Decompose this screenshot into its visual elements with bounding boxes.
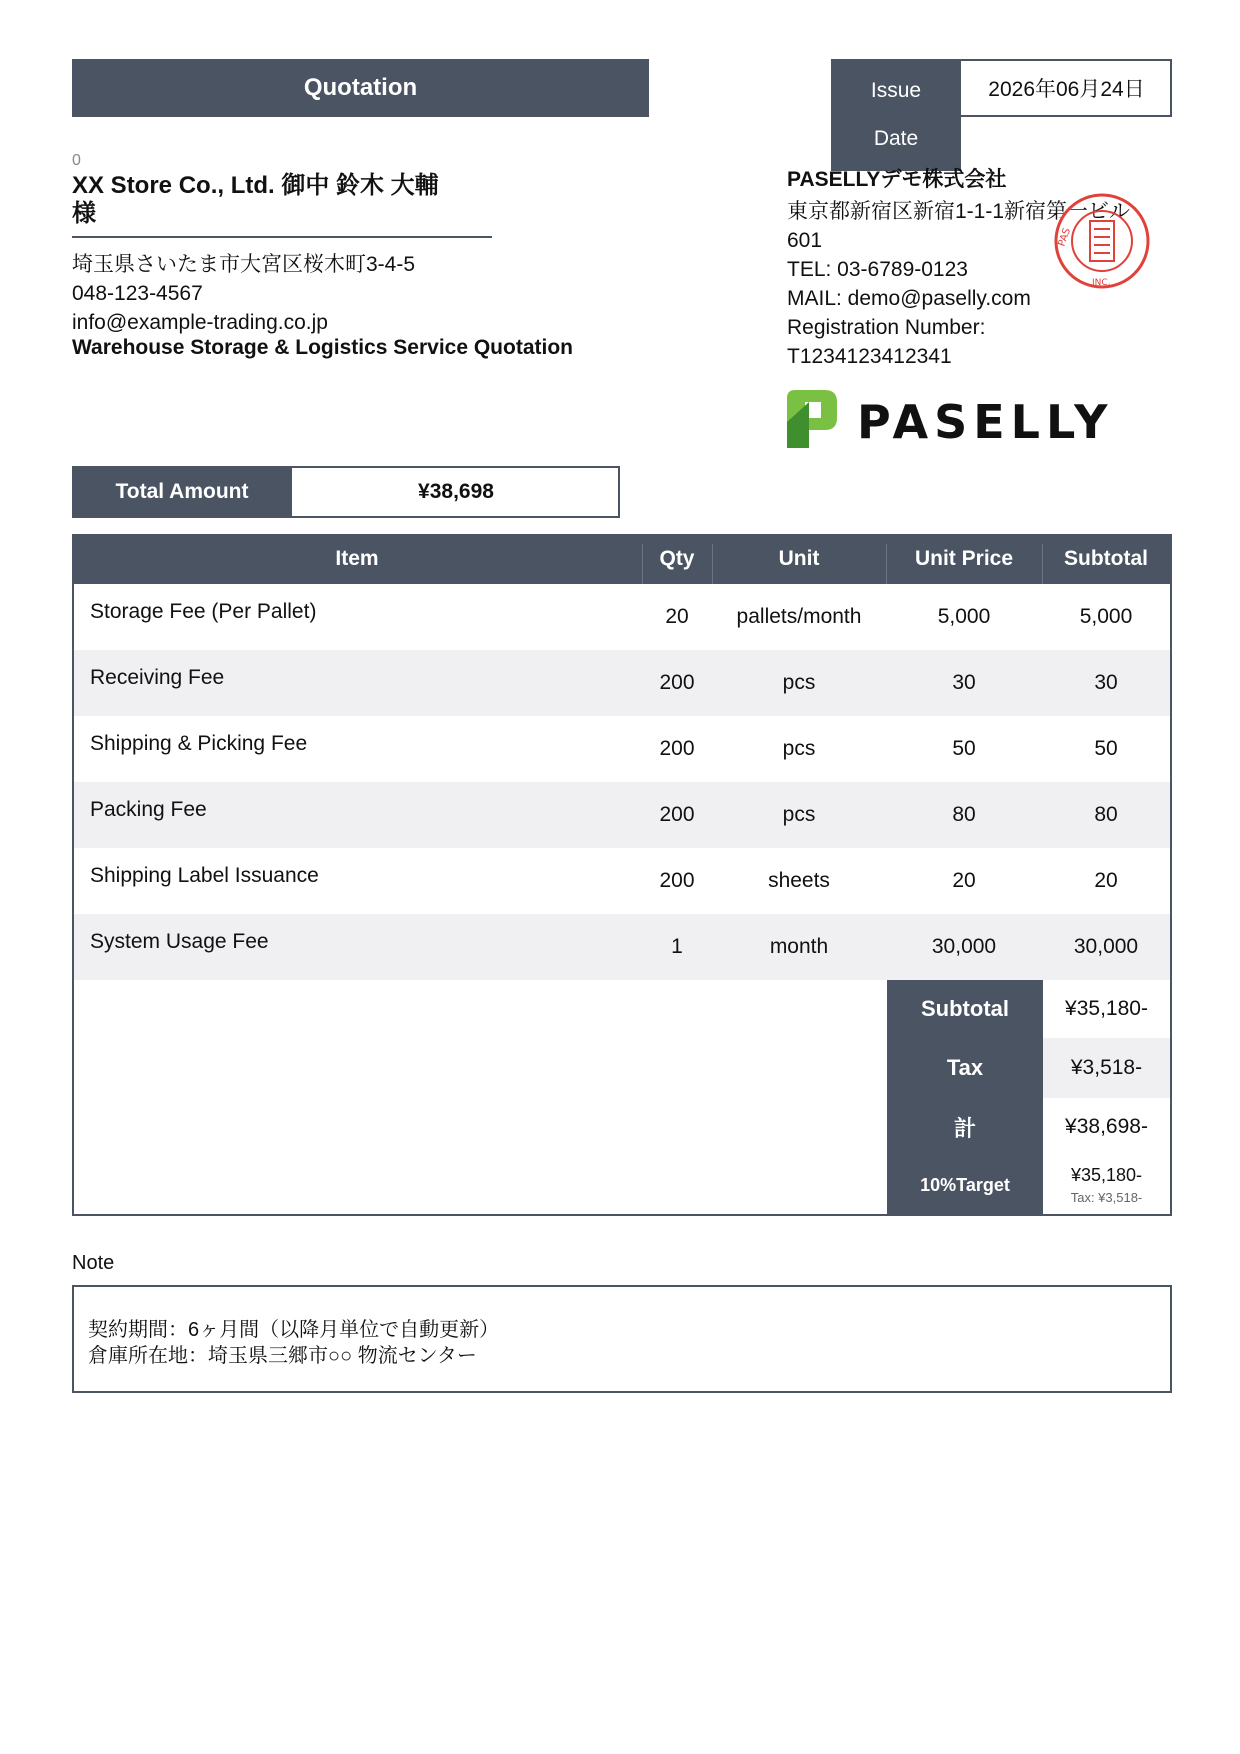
company-reg-label: Registration Number:: [787, 316, 986, 339]
quotation-subject: Warehouse Storage & Logistics Service Quotation: [72, 336, 573, 359]
note-line2: 倉庫所在地：埼玉県三郷市○○ 物流センター: [88, 1345, 477, 1367]
row-item: Shipping & Picking Fee: [90, 732, 308, 755]
svg-text:PAS: PAS: [1056, 226, 1074, 249]
row-unit: pallets/month: [736, 605, 862, 628]
row-item: System Usage Fee: [90, 930, 269, 953]
table-row: [74, 914, 1170, 980]
document-title: Quotation: [72, 59, 649, 117]
issue-date-label: [831, 59, 961, 171]
recipient-name: [72, 172, 492, 228]
recipient-underline: [72, 236, 492, 238]
row-item: Packing Fee: [90, 798, 207, 821]
row-qty: 1: [671, 935, 683, 958]
note-label: Note: [72, 1252, 115, 1274]
summary-target-tax: Tax: ¥3,518-: [1070, 1190, 1143, 1205]
recipient-name-line1: XX Store Co., Ltd. 御中 鈴木 大輔: [72, 172, 439, 199]
total-amount-label: Total Amount: [72, 466, 292, 518]
row-unit: pcs: [782, 671, 816, 694]
customer-phone: 048-123-4567: [72, 282, 203, 305]
row-qty: 200: [659, 803, 695, 826]
summary-target-label: 10%Target: [887, 1156, 1043, 1214]
company-reg-number: T1234123412341: [787, 345, 952, 368]
summary-tax-label: Tax: [887, 1038, 1043, 1098]
row-qty: 20: [665, 605, 689, 628]
header-qty: Qty: [659, 547, 695, 570]
summary-tax-value: ¥3,518-: [1043, 1038, 1170, 1098]
table-row: [74, 584, 1170, 650]
table-row: [74, 782, 1170, 848]
table-row: [74, 650, 1170, 716]
row-subtotal: 30,000: [1073, 935, 1139, 958]
row-unit-price: 5,000: [937, 605, 991, 628]
recipient-name-line2: 様: [72, 200, 96, 227]
row-item: Receiving Fee: [90, 666, 225, 689]
row-qty: 200: [659, 671, 695, 694]
row-unit-price: 20: [952, 869, 976, 892]
row-subtotal: 20: [1094, 869, 1118, 892]
customer-contact: [72, 250, 415, 337]
table-row: [74, 716, 1170, 782]
summary-total-label: 計: [887, 1098, 1043, 1156]
note-box: [72, 1285, 1172, 1393]
summary-target-value: [1043, 1156, 1170, 1214]
customer-email: info@example-trading.co.jp: [72, 311, 328, 334]
row-subtotal: 30: [1094, 671, 1118, 694]
company-address-line1: 東京都新宿区新宿1-1-1新宿第一ビル: [787, 200, 1131, 223]
row-unit: pcs: [782, 737, 816, 760]
company-address-line2: 601: [787, 229, 823, 252]
row-unit-price: 50: [952, 737, 976, 760]
row-subtotal: 80: [1094, 803, 1118, 826]
customer-number: 0: [72, 152, 81, 169]
svg-text:INC.: INC.: [1092, 278, 1111, 288]
summary-target-amount: ¥35,180-: [1070, 1165, 1143, 1185]
total-amount-value: ¥38,698: [418, 480, 494, 503]
company-tel: TEL: 03-6789-0123: [787, 258, 968, 281]
customer-address: 埼玉県さいたま市大宮区桜木町3-4-5: [72, 253, 416, 276]
row-item: Storage Fee (Per Pallet): [90, 600, 317, 623]
summary-subtotal-value: ¥35,180-: [1065, 997, 1148, 1020]
row-qty: 200: [659, 869, 695, 892]
row-item: Shipping Label Issuance: [90, 864, 319, 887]
table-row: [74, 848, 1170, 914]
company-seal-icon: [1052, 191, 1152, 291]
note-line1: 契約期間：6ヶ月間（以降月単位で自動更新）: [88, 1319, 500, 1341]
header-unit-price: Unit Price: [914, 547, 1014, 570]
company-mail: MAIL: demo@paselly.com: [787, 287, 1031, 310]
header-item: Item: [335, 547, 379, 570]
svg-text:PASELLY: PASELLY: [857, 395, 1114, 449]
table-header: [72, 534, 1172, 584]
paselly-logo: [785, 388, 1120, 450]
row-subtotal: 50: [1094, 737, 1118, 760]
row-qty: 200: [659, 737, 695, 760]
row-unit: pcs: [782, 803, 816, 826]
summary-subtotal-label: Subtotal: [887, 980, 1043, 1038]
row-unit: sheets: [768, 869, 830, 892]
header-subtotal: Subtotal: [1064, 547, 1148, 570]
row-subtotal: 5,000: [1079, 605, 1133, 628]
company-name: PASELLYデモ株式会社: [787, 168, 1007, 191]
row-unit-price: 80: [952, 803, 976, 826]
row-unit: month: [769, 935, 829, 958]
issue-date-value: 2026年06月24日: [988, 78, 1145, 101]
issue-label-line2: Date: [873, 127, 919, 150]
row-unit-price: 30: [952, 671, 976, 694]
row-unit-price: 30,000: [931, 935, 997, 958]
issue-label-line1: Issue: [870, 79, 922, 102]
header-unit: Unit: [778, 547, 820, 570]
summary-total-value: ¥38,698-: [1065, 1115, 1148, 1138]
